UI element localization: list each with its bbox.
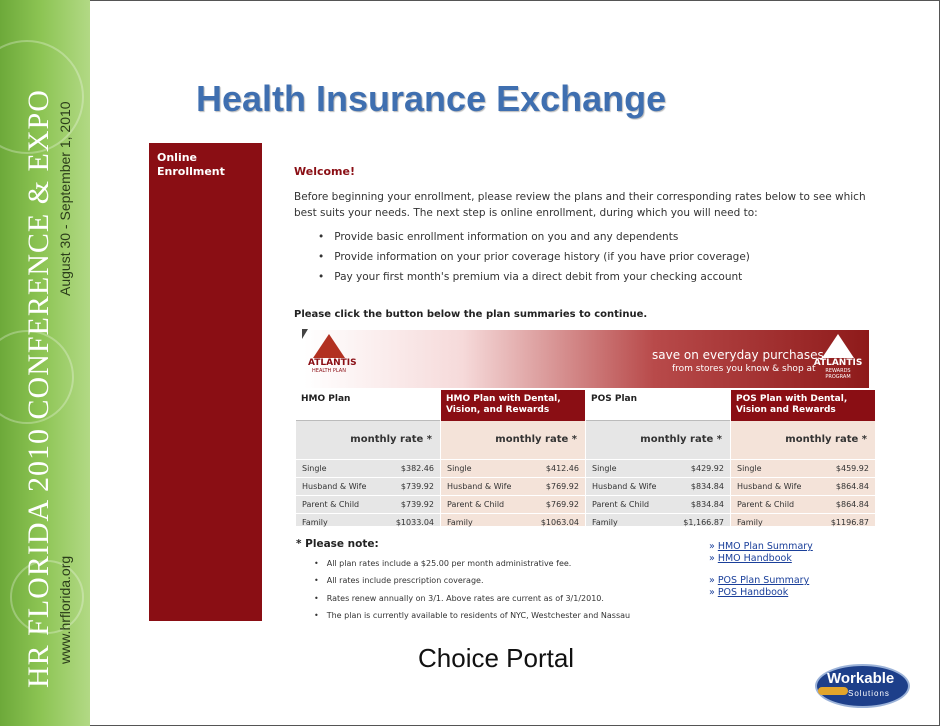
- link-hmo-handbook[interactable]: » HMO Handbook: [709, 553, 792, 564]
- price: $459.92: [835, 464, 869, 473]
- rate-row: [296, 495, 440, 513]
- rate-row: [586, 459, 730, 477]
- price: $864.84: [835, 482, 869, 491]
- plan-column-pos-dental: [731, 390, 875, 526]
- rate-row: [731, 459, 875, 477]
- rewards-banner[interactable]: [304, 330, 869, 388]
- atlantis-mountain-icon: [313, 334, 345, 358]
- rate-row: [586, 495, 730, 513]
- tier: Single: [302, 464, 327, 473]
- tier: Husband & Wife: [447, 482, 512, 491]
- intro-text: Before beginning your enrollment, please review the plans and their corresponding rates below to see which best suits your needs. The next step is online enrollment, during which you will need to:: [294, 191, 866, 219]
- tier: Husband & Wife: [592, 482, 657, 491]
- tier: Single: [592, 464, 617, 473]
- conference-url: www.hrflorida.org: [57, 555, 73, 664]
- enrollment-content: [284, 143, 884, 621]
- rate-row: [441, 459, 585, 477]
- price: $1063.04: [540, 518, 579, 527]
- note-item: • Rates renew annually on 3/1. Above rates are current as of 3/1/2010.: [314, 594, 604, 603]
- logo-sub: REWARDS PROGRAM: [825, 368, 851, 380]
- note-item: • The plan is currently available to residents of NYC, Westchester and Nassau: [314, 611, 630, 620]
- mouse-pointer-icon: [302, 329, 308, 339]
- atlantis-rewards-logo: [812, 334, 864, 382]
- plan-column-hmo: [296, 390, 440, 526]
- atlantis-health-logo: [308, 334, 357, 382]
- tier: Single: [447, 464, 472, 473]
- portal-screenshot: [149, 143, 885, 621]
- plan-name: POS Plan: [586, 390, 730, 421]
- logo-name: ATLANTIS: [813, 358, 863, 368]
- plan-column-hmo-dental: [441, 390, 585, 526]
- rate-label: monthly rate *: [495, 434, 577, 445]
- bullet-item: • Provide basic enrollment information on you and any dependents: [318, 231, 678, 243]
- rate-label: monthly rate *: [785, 434, 867, 445]
- conference-sidebar: [0, 0, 90, 726]
- price: $769.92: [545, 500, 579, 509]
- atlantis-mountain-icon: [822, 334, 854, 358]
- rate-row: [731, 495, 875, 513]
- price: $382.46: [400, 464, 434, 473]
- slide-title: Health Insurance Exchange: [196, 78, 667, 119]
- left-nav: [149, 143, 262, 621]
- price: $739.92: [400, 482, 434, 491]
- price: $769.92: [545, 482, 579, 491]
- rate-row: [441, 513, 585, 531]
- tier: Family: [302, 518, 328, 527]
- nav-online-enrollment[interactable]: Online Enrollment: [157, 151, 225, 178]
- price: $834.84: [690, 482, 724, 491]
- rate-label: monthly rate *: [640, 434, 722, 445]
- rate-row: [296, 513, 440, 531]
- bullet-item: • Provide information on your prior coverage history (if you have prior coverage): [318, 251, 750, 263]
- logo-name: Workable: [827, 670, 895, 687]
- conference-dates: August 30 - September 1, 2010: [57, 101, 73, 296]
- price: $1196.87: [830, 518, 869, 527]
- link-pos-plan-summary[interactable]: » POS Plan Summary: [709, 575, 809, 586]
- rate-row: [586, 513, 730, 531]
- plan-name: POS Plan with Dental, Vision and Rewards: [731, 390, 875, 421]
- note-heading: * Please note:: [296, 538, 379, 550]
- workable-solutions-logo: [815, 664, 910, 708]
- rate-row: [441, 495, 585, 513]
- logo-swoosh: [818, 687, 848, 695]
- link-hmo-plan-summary[interactable]: » HMO Plan Summary: [709, 541, 813, 552]
- logo-tagline: Solutions: [848, 689, 890, 698]
- conference-name: HR FLORIDA 2010 CONFERENCE & EXPO: [22, 89, 55, 688]
- rate-label: monthly rate *: [350, 434, 432, 445]
- rate-row: [731, 513, 875, 531]
- rate-row: [296, 459, 440, 477]
- tier: Parent & Child: [737, 500, 795, 509]
- price: $1033.04: [395, 518, 434, 527]
- price: $864.84: [835, 500, 869, 509]
- logo-name: ATLANTIS: [308, 358, 357, 368]
- link-pos-handbook[interactable]: » POS Handbook: [709, 587, 788, 598]
- tier: Family: [447, 518, 473, 527]
- tier: Family: [737, 518, 763, 527]
- logo-sub: HEALTH PLAN: [312, 368, 346, 374]
- tier: Husband & Wife: [302, 482, 367, 491]
- rate-row: [296, 477, 440, 495]
- price: $834.84: [690, 500, 724, 509]
- plan-column-pos: [586, 390, 730, 526]
- welcome-heading: Welcome!: [294, 165, 355, 178]
- rate-row: [731, 477, 875, 495]
- plan-table: [296, 390, 874, 526]
- tier: Family: [592, 518, 618, 527]
- tier: Parent & Child: [302, 500, 360, 509]
- rate-row: [441, 477, 585, 495]
- price: $1,166.87: [683, 518, 724, 527]
- tier: Parent & Child: [592, 500, 650, 509]
- bullet-item: • Pay your first month's premium via a direct debit from your checking account: [318, 271, 742, 283]
- tier: Husband & Wife: [737, 482, 802, 491]
- note-item: • All rates include prescription coverage.: [314, 576, 484, 585]
- price: $739.92: [400, 500, 434, 509]
- tier: Single: [737, 464, 762, 473]
- banner-subline: from stores you know & shop at: [672, 364, 816, 374]
- banner-headline: save on everyday purchases: [652, 348, 824, 362]
- price: $412.46: [545, 464, 579, 473]
- price: $429.92: [690, 464, 724, 473]
- plan-name: HMO Plan: [296, 390, 440, 421]
- plan-name: HMO Plan with Dental, Vision, and Rewards: [441, 390, 585, 421]
- rate-row: [586, 477, 730, 495]
- click-instruction: Please click the button below the plan summaries to continue.: [294, 309, 648, 320]
- note-item: • All plan rates include a $25.00 per month administrative fee.: [314, 559, 571, 568]
- slide-caption: Choice Portal: [418, 643, 575, 673]
- tier: Parent & Child: [447, 500, 505, 509]
